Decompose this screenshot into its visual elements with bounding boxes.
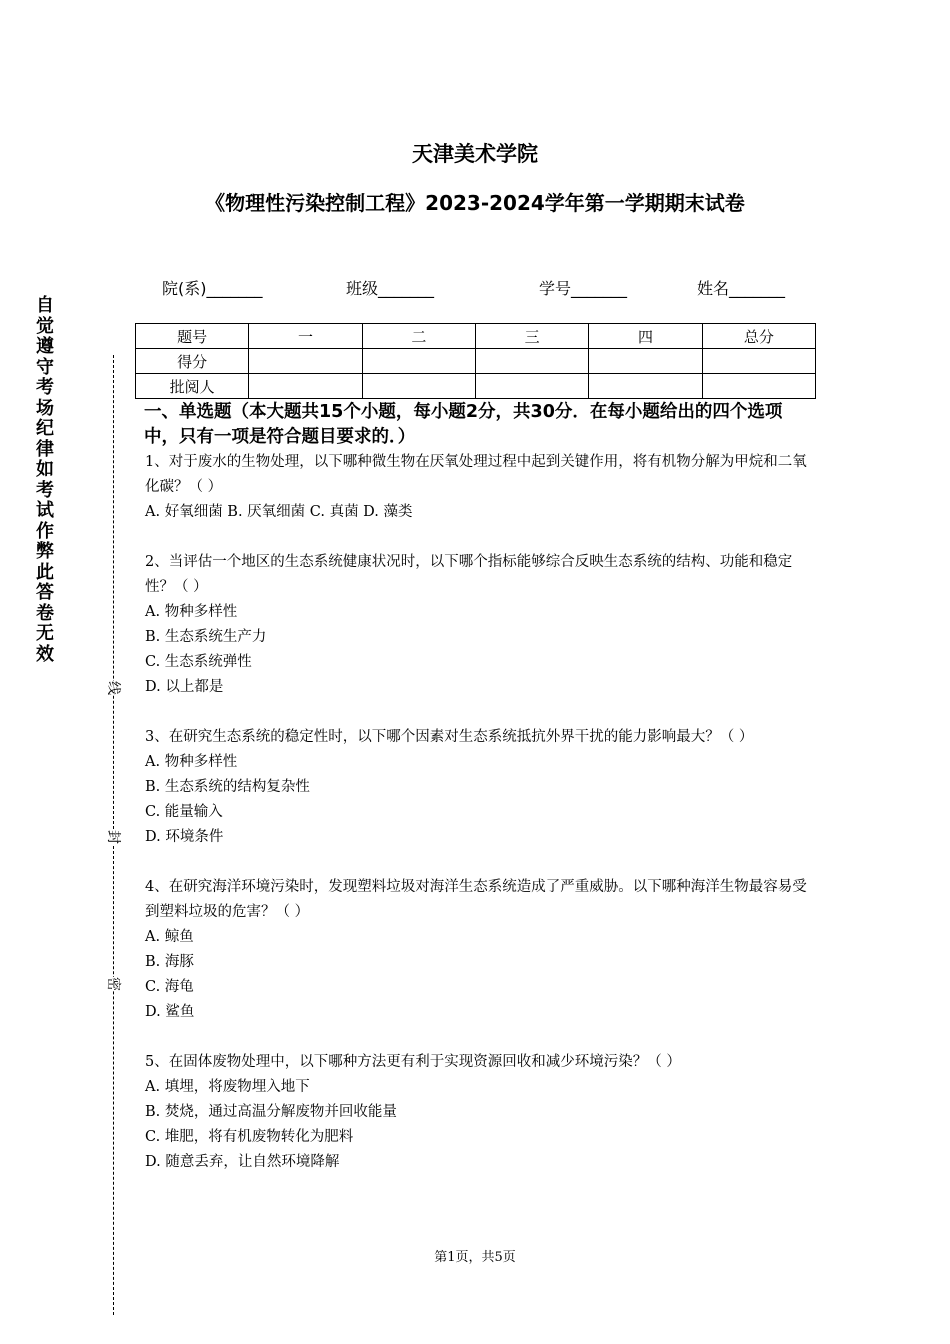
table-header-row: [136, 324, 816, 349]
exam-title: 《物理性污染控制工程》2023-2024学年第一学期期末试卷: [205, 191, 745, 215]
department-field: 院(系)_______: [162, 279, 263, 298]
question-stem: 5、在固体废物处理中，以下哪种方法更有利于实现资源回收和减少环境污染？（ ）: [145, 1054, 681, 1070]
question-stem: 3、在研究生态系统的稳定性时，以下哪个因素对生态系统抵抗外界干扰的能力影响最大？（ ）: [145, 729, 754, 745]
table-cell: [249, 374, 362, 399]
spacer: [145, 850, 815, 875]
table-cell: 二: [362, 324, 475, 349]
name-field: 姓名_______: [697, 279, 786, 298]
answer-option: D. 鲨鱼: [145, 1004, 195, 1020]
answer-option: B. 焚烧，通过高温分解废物并回收能量: [145, 1104, 397, 1120]
side-notice: 自觉遵守考场纪律如考试作弊此答卷无效: [36, 295, 54, 665]
question-section: [145, 400, 815, 1175]
table-cell: [475, 349, 588, 374]
table-cell: 四: [589, 324, 702, 349]
question-stem: 4、在研究海洋环境污染时，发现塑料垃圾对海洋生态系统造成了严重威胁。以下哪种海洋生物最容易受到塑料垃圾的危害？（ ）: [145, 879, 807, 920]
page-footer: 第1页，共5页: [434, 1250, 516, 1265]
table-cell: 三: [475, 324, 588, 349]
table-cell: 题号: [136, 324, 249, 349]
section-heading: 一、单选题（本大题共15个小题，每小题2分，共30分．在每小题给出的四个选项中，只有一项是符合题目要求的．）: [144, 402, 783, 447]
answer-option: D. 环境条件: [145, 829, 224, 845]
answer-option: B. 海豚: [145, 954, 194, 970]
answer-option: A. 物种多样性: [145, 754, 238, 770]
table-cell: [249, 349, 362, 374]
table-cell: [589, 349, 702, 374]
answer-option: C. 能量输入: [145, 804, 223, 820]
student-id-field: 学号_______: [539, 279, 628, 298]
answer-option: C. 生态系统弹性: [145, 654, 252, 670]
school-title: 天津美术学院: [412, 142, 538, 166]
question-stem: 1、对于废水的生物处理，以下哪种微生物在厌氧处理过程中起到关键作用，将有机物分解为甲烷和二氧化碳？（ ）: [145, 454, 807, 495]
table-cell: [475, 374, 588, 399]
answer-option: B. 生态系统的结构复杂性: [145, 779, 310, 795]
table-cell: 得分: [136, 349, 249, 374]
answer-option: B. 生态系统生产力: [145, 629, 267, 645]
answer-option: A. 鲸鱼: [145, 929, 194, 945]
answer-option: D. 以上都是: [145, 679, 224, 695]
answer-option: C. 堆肥，将有机废物转化为肥料: [145, 1129, 354, 1145]
answer-option: A. 填埋，将废物埋入地下: [145, 1079, 310, 1095]
table-row: [136, 374, 816, 399]
spacer: [145, 1025, 815, 1050]
seal-mark-seal: 封: [105, 830, 121, 844]
class-field: 班级_______: [346, 279, 435, 298]
table-cell: 批阅人: [136, 374, 249, 399]
table-cell: [589, 374, 702, 399]
table-cell: 一: [249, 324, 362, 349]
spacer: [145, 700, 815, 725]
seal-mark-secret: 密: [105, 977, 121, 991]
seal-mark-line: 线: [105, 681, 121, 695]
answer-option: D. 随意丢弃，让自然环境降解: [145, 1154, 340, 1170]
table-cell: [362, 374, 475, 399]
table-cell: [702, 349, 815, 374]
table-cell: [362, 349, 475, 374]
question-stem: 2、当评估一个地区的生态系统健康状况时，以下哪个指标能够综合反映生态系统的结构、功能和稳定性？（ ）: [145, 554, 793, 595]
spacer: [145, 525, 815, 550]
score-table: [135, 323, 816, 399]
table-cell: [702, 374, 815, 399]
answer-option: A. 好氧细菌 B. 厌氧细菌 C. 真菌 D. 藻类: [145, 504, 413, 520]
answer-option: C. 海龟: [145, 979, 194, 995]
table-row: [136, 349, 816, 374]
table-cell: 总分: [702, 324, 815, 349]
answer-option: A. 物种多样性: [145, 604, 238, 620]
